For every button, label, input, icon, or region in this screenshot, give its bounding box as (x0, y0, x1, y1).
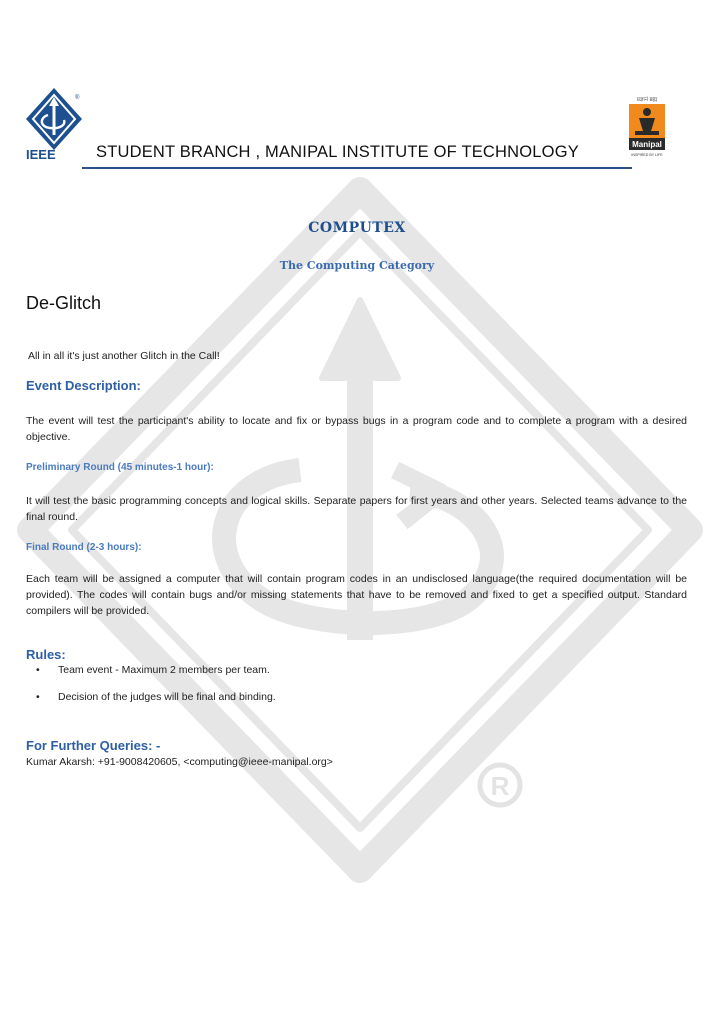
bullet-icon: • (36, 691, 40, 703)
document-subtitle: The Computing Category (279, 259, 435, 272)
event-tagline: All in all it's just another Glitch in the Call! (28, 350, 220, 362)
ieee-logo (22, 85, 86, 161)
final-round-heading: Final Round (2-3 hours): (26, 542, 142, 553)
rules-heading: Rules: (26, 647, 66, 662)
header-rule (82, 167, 632, 169)
event-description-heading: Event Description: (26, 378, 141, 393)
svg-text:®: ® (75, 95, 80, 101)
document-title: COMPUTEX (308, 220, 406, 236)
event-description-text: The event will test the participant's ability to locate and fix or bypass bugs in a program code and to complete a program with a desired objective. (26, 415, 687, 443)
manipal-logo-name: Manipal (632, 140, 662, 149)
manipal-logo-tagline: INSPIRED BY LIFE (631, 153, 663, 157)
event-name: De-Glitch (26, 293, 102, 313)
manipal-sanskrit-motto: प्रज्ञानं ब्रह्म (636, 97, 658, 103)
rule-item (36, 691, 276, 703)
rule-item-text: Team event - Maximum 2 members per team. (58, 664, 270, 676)
queries-heading: For Further Queries: - (26, 738, 161, 753)
final-round-text: Each team will be assigned a computer that will contain program codes in an undisclosed language(the required documentation will be provided). The codes will contain bugs and/or missing statements that have to be removed and fixed to get a specified output. Standard compilers will be provided. (26, 573, 687, 617)
rule-item (36, 664, 270, 676)
contact-details: Kumar Akarsh: +91-9008420605, <computing@ieee-manipal.org> (26, 756, 333, 768)
bullet-icon: • (36, 664, 40, 676)
ieee-logo-text: IEEE (26, 147, 56, 161)
preliminary-round-heading: Preliminary Round (45 minutes-1 hour): (26, 462, 214, 473)
preliminary-round-text: It will test the basic programming concepts and logical skills. Separate papers for first years and other years. Selected teams advance to the final round. (26, 495, 687, 523)
rule-item-text: Decision of the judges will be final and binding. (58, 691, 276, 703)
header-title: STUDENT BRANCH , MANIPAL INSTITUTE OF TECHNOLOGY (96, 143, 579, 161)
svg-text:R: R (490, 771, 510, 801)
